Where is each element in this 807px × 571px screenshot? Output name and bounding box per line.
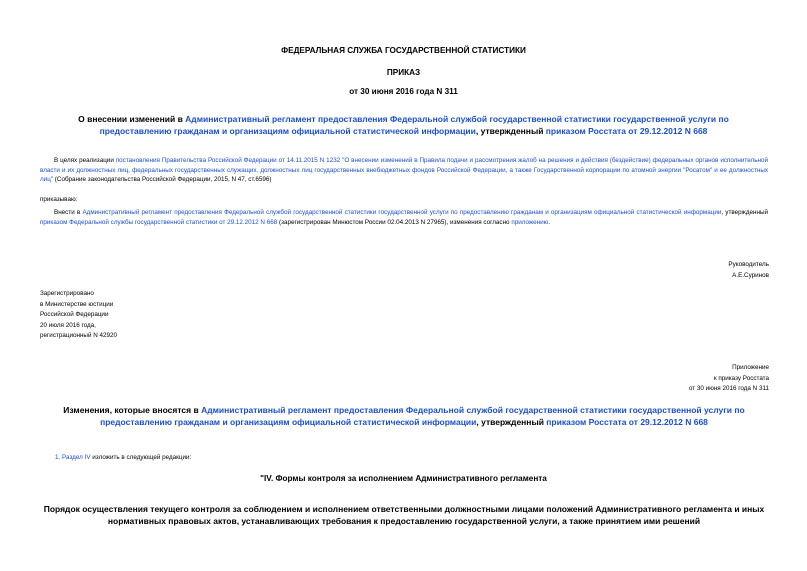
agency-name: ФЕДЕРАЛЬНАЯ СЛУЖБА ГОСУДАРСТВЕННОЙ СТАТИСТИКИ: [281, 46, 526, 55]
signer-name: А.Е.Суринов: [732, 271, 769, 279]
registration-line: регистрационный N 42920: [40, 332, 118, 339]
change-item-1: [55, 454, 191, 461]
section-iv-title: "IV. Формы контроля за исполнением Административного регламента: [260, 474, 547, 483]
document-type: ПРИКАЗ: [386, 68, 421, 77]
procedure-title: Порядок осуществления текущего контроля за соблюдением и исполнением ответственными должностными лицами положений Административного регламента и иных нормативных правовых актов, устанавливающих требования к предоставлению государственной услуги, а также принятием ими решений: [43, 504, 765, 526]
title-text-1: О внесении изменений в: [78, 114, 186, 124]
regulation-link-3[interactable]: Административный регламент предоставления Федеральной службой государственной статистики государственной услуги по предоставлению гражданам и организациям официальной статистической информации: [100, 405, 745, 427]
registration-line: Зарегистрировано: [40, 290, 94, 297]
order-text-2: , утвержденный: [721, 209, 769, 216]
changes-title: [40, 404, 768, 428]
annex-line: от 30 июня 2016 года N 311: [688, 385, 769, 392]
annex-line: к приказу Росстата: [713, 374, 769, 382]
item-text: изложить в следующей редакции:: [90, 454, 192, 461]
order-text-3: (зарегистрирован Минюстом России 02.04.2013 N 27965), изменения согласно: [277, 218, 512, 226]
item-number-link[interactable]: 1.: [55, 454, 63, 461]
order-date-number: от 30 июня 2016 года N 311: [349, 87, 458, 96]
preamble-text-2: (Собрание законодательства Российской Федерации, 2015, N 47, ст.6596): [53, 176, 272, 184]
annex-line: Приложение: [732, 364, 769, 371]
regulation-link[interactable]: Административный регламент предоставления Федеральной службой государственной статистики государственной услуги по предоставлению гражданам и организациям официальной статистической информации: [99, 114, 729, 136]
order-text-4: .: [548, 218, 551, 226]
order-668-link[interactable]: приказом Росстата от 29.12.2012 N 668: [545, 126, 708, 136]
registration-line: 20 июля 2016 года,: [40, 321, 96, 329]
changes-text-1: Изменения, которые вносятся в: [63, 405, 202, 415]
annex-link[interactable]: приложению: [511, 218, 549, 226]
annex-header: [689, 363, 769, 395]
order-668-link-2[interactable]: приказом Федеральной службы государственной статистики от 29.12.2012 N 668: [40, 218, 278, 226]
preamble-text-1: В целях реализации: [54, 157, 116, 164]
registration-line: Российской Федерации: [40, 311, 109, 318]
regulation-link-2[interactable]: Административный регламент предоставления Федеральной службой государственной статистики государственной услуги по предоставлению гражданам и организациям официальной статистической информации: [82, 209, 722, 216]
order-668-link-3[interactable]: приказом Росстата от 29.12.2012 N 668: [546, 417, 708, 427]
title-text-2: , утвержденный: [475, 126, 546, 136]
government-decree-link[interactable]: постановления Правительства Российской Федерации от 14.11.2015 N 1232 "О внесении изменений в Правила подачи и рассмотрения жалоб на решения и действия (бездействие) федеральных органов исполнительной власти и их должностных лиц, федеральных государственных служащих, должностных лиц государственных внебюджетных фондов Российской Федерации, а также Государственной корпорации по атомной энергии "Росатом" и ее должностных лиц": [40, 157, 768, 184]
registration-block: [40, 289, 117, 342]
section-iv-link[interactable]: Раздел IV: [62, 454, 91, 461]
orders-word: приказываю:: [40, 196, 78, 203]
registration-line: в Министерстве юстиции: [40, 300, 114, 308]
order-title: [46, 113, 761, 137]
changes-text-2: , утвержденный: [476, 417, 547, 427]
signer-position: Руководитель: [728, 261, 769, 268]
order-text-1: Внести в: [54, 209, 83, 216]
preamble-paragraph: [40, 156, 768, 185]
signature-block: [728, 260, 769, 281]
order-paragraph: [40, 208, 768, 227]
